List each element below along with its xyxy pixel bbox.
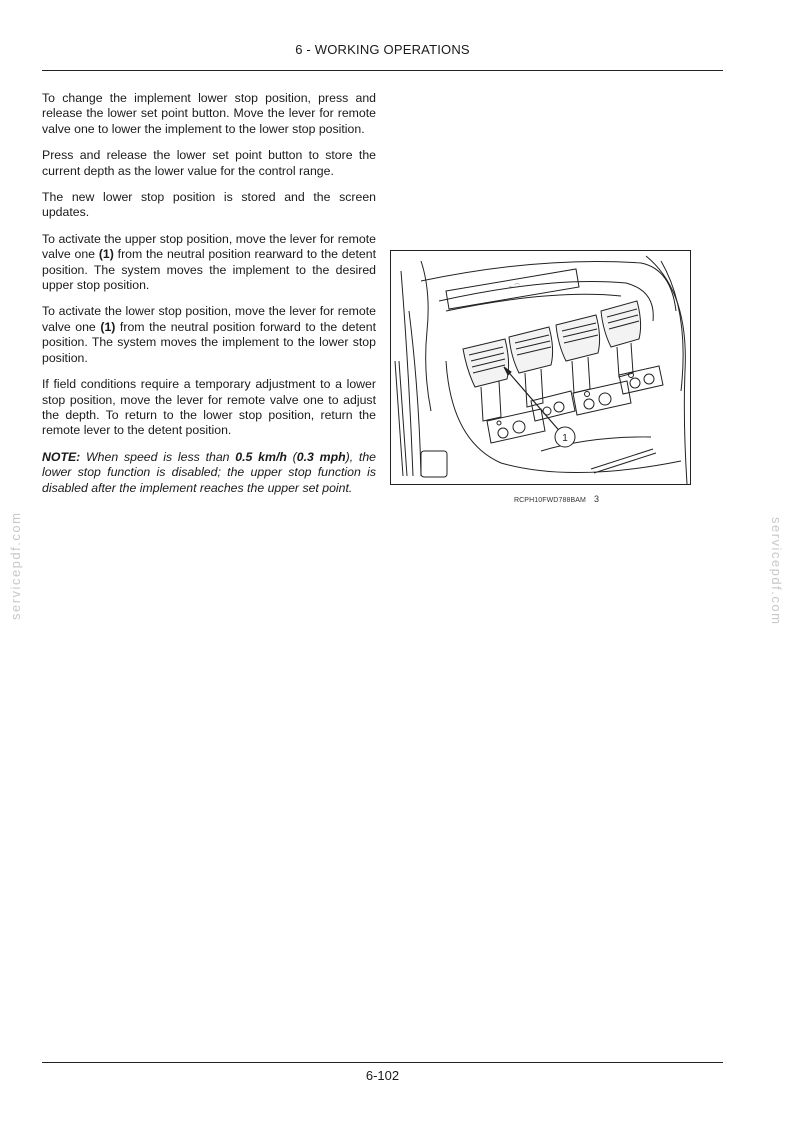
text-run: To activate the upper stop position, move the lever for remote valve one [42,231,376,262]
paragraph-stored: The new lower stop position is stored and the screen updates. [42,190,376,220]
text-run: When speed is less than [80,449,236,464]
footer-rule [42,1062,723,1063]
text-run: from the neutral position rearward to the detent position. The system moves the implement to the desired upper stop position. [42,247,376,293]
lever-console-illustration [391,251,690,484]
body-text-column [42,91,376,507]
figure-callout-label: 1 [562,433,568,444]
note [42,450,376,496]
watermark-left: servicepdf.com [8,511,23,620]
note-label: NOTE: [42,449,81,464]
text-run: ( [286,449,297,464]
callout-ref: (1) [98,247,114,262]
callout-ref: (1) [100,319,116,334]
speed-mph: 0.3 mph [296,449,346,464]
section-header: 6 - WORKING OPERATIONS [295,42,470,57]
figure-code: RCPH10FWD788BAM [514,497,586,504]
text-run: from the neutral position forward to the detent position. The system moves the implement to the lower stop position. [42,319,377,365]
paragraph-change-lower-stop: To change the implement lower stop position, press and release the lower set point button. Move the lever for remote valve one to lower the implement to the lower stop position. [42,91,376,136]
svg-text:~ ⌒: ~ ⌒ [509,285,521,291]
text-run: To activate the lower stop position, move the lever for remote valve one [42,304,376,334]
paragraph-activate-upper [42,232,376,294]
paragraph-field-conditions: If field conditions require a temporary adjustment to a lower stop position, move the lever for remote valve one to adjust the depth. To return to the lower stop position, return the remote lever to the detent position. [42,377,376,438]
paragraph-store-depth: Press and release the lower set point button to store the current depth as the lower value for the control range. [42,148,376,178]
watermark-right: servicepdf.com [769,517,784,626]
figure-number: 3 [594,494,600,504]
page-number: 6-102 [365,1068,400,1083]
text-run: ), the lower stop function is disabled; the upper stop function is disabled after the implement reaches the upper set point. [42,449,377,495]
figure-remote-valve-levers [390,250,691,485]
header-rule [42,70,723,71]
paragraph-activate-lower [42,304,376,366]
speed-kmh: 0.5 km/h [235,449,287,464]
